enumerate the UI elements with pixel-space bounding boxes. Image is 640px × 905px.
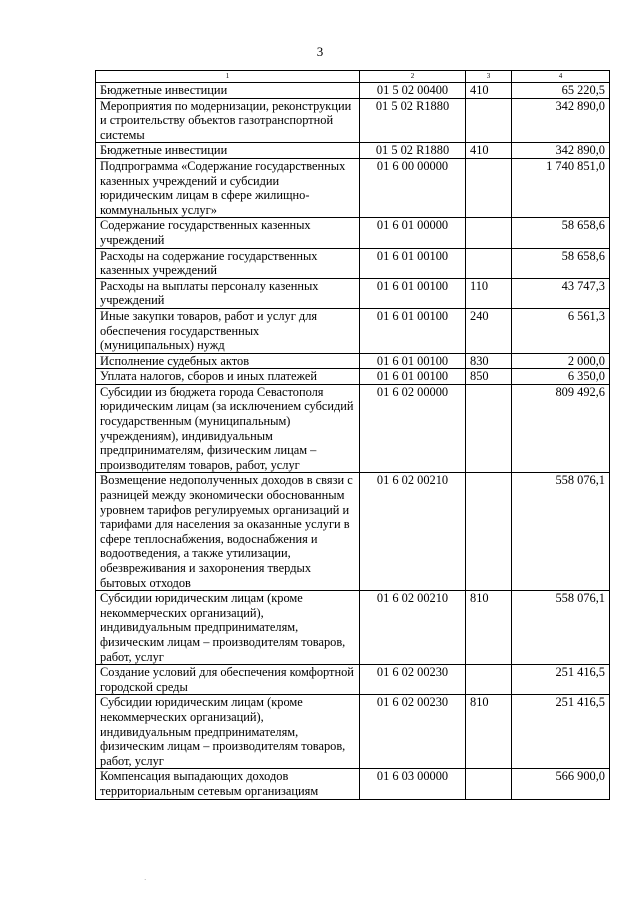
row-sum-cell: 58 658,6 [512,248,610,278]
row-name-cell: Расходы на выплаты персоналу казенных учреждений [96,278,360,308]
row-sum-cell: 558 076,1 [512,591,610,665]
table-row [96,695,610,769]
table-row [96,218,610,248]
column-header: 3 [466,71,512,83]
table-row [96,353,610,369]
row-name-cell: Исполнение судебных актов [96,353,360,369]
table-row [96,473,610,591]
row-name-cell: Возмещение недополученных доходов в связи с разницей между экономически обоснованным уровнем тарифов регулируемых организаций и тарифами для населения за оказанные услуги в сфере теплоснабжения, водоснабжения и водоотведения, а также утилизации, обезвреживания и захоронения твердых бытовых отходов [96,473,360,591]
row-code-cell: 01 6 01 00100 [360,353,466,369]
row-code-cell: 01 6 01 00100 [360,278,466,308]
table-row [96,158,610,217]
row-code-cell: 01 6 01 00000 [360,218,466,248]
row-code-cell: 01 6 02 00230 [360,695,466,769]
row-name-cell: Субсидии юридическим лицам (кроме некоммерческих организаций), индивидуальным предпринимателям, физическим лицам – производителям товаров, работ, услуг [96,591,360,665]
row-type-cell: 810 [466,695,512,769]
row-code-cell: 01 6 02 00000 [360,384,466,473]
table-row [96,143,610,159]
row-type-cell [466,665,512,695]
table-row [96,83,610,99]
budget-table [95,70,610,800]
row-sum-cell: 43 747,3 [512,278,610,308]
row-sum-cell: 251 416,5 [512,695,610,769]
row-sum-cell: 6 561,3 [512,308,610,353]
row-name-cell: Содержание государственных казенных учреждений [96,218,360,248]
row-code-cell: 01 6 01 00100 [360,248,466,278]
row-type-cell: 410 [466,83,512,99]
row-name-cell: Субсидии юридическим лицам (кроме некоммерческих организаций), индивидуальным предпринимателям, физическим лицам – производителям товаров, работ, услуг [96,695,360,769]
row-name-cell: Уплата налогов, сборов и иных платежей [96,369,360,385]
table-row [96,665,610,695]
table-row [96,369,610,385]
row-type-cell [466,218,512,248]
column-header: 1 [96,71,360,83]
row-type-cell [466,248,512,278]
row-sum-cell: 809 492,6 [512,384,610,473]
row-type-cell: 410 [466,143,512,159]
table-row [96,98,610,143]
row-code-cell: 01 6 01 00100 [360,308,466,353]
row-code-cell: 01 6 01 00100 [360,369,466,385]
row-sum-cell: 251 416,5 [512,665,610,695]
table-header-row [96,71,610,83]
row-name-cell: Компенсация выпадающих доходов территориальным сетевым организациям [96,769,360,799]
row-type-cell [466,769,512,799]
row-name-cell: Подпрограмма «Содержание государственных казенных учреждений и субсидии юридическим лицам в сфере жилищно-коммунальных услуг» [96,158,360,217]
row-type-cell: 850 [466,369,512,385]
table-row [96,591,610,665]
row-code-cell: 01 6 02 00210 [360,591,466,665]
row-name-cell: Расходы на содержание государственных казенных учреждений [96,248,360,278]
row-type-cell [466,384,512,473]
row-code-cell: 01 6 00 00000 [360,158,466,217]
scan-mark: · [144,876,147,884]
row-type-cell: 810 [466,591,512,665]
row-name-cell: Субсидии из бюджета города Севастополя юридическим лицам (за исключением субсидий государственным (муниципальным) учреждениям), индивидуальным предпринимателям, физическим лицам – производителям товаров, работ, услуг [96,384,360,473]
row-type-cell [466,98,512,143]
row-code-cell: 01 6 02 00210 [360,473,466,591]
row-sum-cell: 558 076,1 [512,473,610,591]
column-header: 2 [360,71,466,83]
row-name-cell: Иные закупки товаров, работ и услуг для обеспечения государственных (муниципальных) нужд [96,308,360,353]
table-row [96,308,610,353]
row-type-cell: 110 [466,278,512,308]
row-sum-cell: 6 350,0 [512,369,610,385]
row-sum-cell: 2 000,0 [512,353,610,369]
row-sum-cell: 342 890,0 [512,143,610,159]
row-code-cell: 01 6 02 00230 [360,665,466,695]
row-type-cell [466,473,512,591]
row-name-cell: Создание условий для обеспечения комфортной городской среды [96,665,360,695]
row-type-cell [466,158,512,217]
row-type-cell: 830 [466,353,512,369]
row-sum-cell: 58 658,6 [512,218,610,248]
table-row [96,278,610,308]
row-type-cell: 240 [466,308,512,353]
row-code-cell: 01 5 02 00400 [360,83,466,99]
row-name-cell: Мероприятия по модернизации, реконструкции и строительству объектов газотранспортной системы [96,98,360,143]
table-row [96,769,610,799]
row-code-cell: 01 5 02 R1880 [360,98,466,143]
row-name-cell: Бюджетные инвестиции [96,83,360,99]
row-sum-cell: 566 900,0 [512,769,610,799]
row-sum-cell: 342 890,0 [512,98,610,143]
row-name-cell: Бюджетные инвестиции [96,143,360,159]
row-sum-cell: 1 740 851,0 [512,158,610,217]
table-row [96,384,610,473]
column-header: 4 [512,71,610,83]
page-number: 3 [316,44,324,59]
row-code-cell: 01 6 03 00000 [360,769,466,799]
table-row [96,248,610,278]
row-code-cell: 01 5 02 R1880 [360,143,466,159]
row-sum-cell: 65 220,5 [512,83,610,99]
